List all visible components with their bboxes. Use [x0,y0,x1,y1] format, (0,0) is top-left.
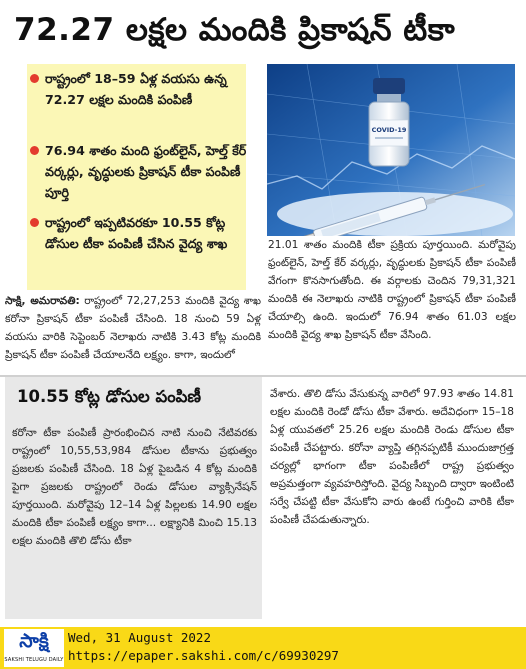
epaper-link[interactable]: https://epaper.sakshi.com/c/69930297 [68,648,339,663]
highlight-item [27,140,255,203]
logo-subtitle: SAKSHI TELUGU DAILY [4,657,64,663]
bullet-dot-icon [30,146,39,155]
highlight-text: రాష్ట్రంలో 18–59 ఏళ్ల వయసు ఉన్న 72.27 లక్షల మందికి పంపిణీ [45,71,227,107]
highlight-item [27,212,255,254]
vial-label: COVID-19 [371,126,407,134]
sidebar-body-continued: వేశారు. తొలి డోసు వేసుకున్న వారిలో 97.93 శాతం 14.81 లక్షల మందికి రెండో డోసు టీకా వేశారు. అదేవిధంగా 15–18 ఏళ్ల యువతలో 25.26 లక్షల మందికి రెండు డోసుల టీకా పంపిణీ చేపట్టారు. కరోనా వ్యాప్తి తగ్గినప్పటికీ ముందుజాగ్రత్త చర్యల్లో భాగంగా టీకా పంపిణీలో రాష్ట్ర ప్రభుత్వం అప్రమత్తంగా వ్యవహరిస్తోంది. వైద్య సిబ్బంది ద్వారా ఇంటింటి సర్వే చేపట్టి టీకా వేసుకోని వారు ఉంటే గుర్తించి వారికి టీకా పంపిణీ చేపడుతున్నారు. [270,388,514,526]
vaccine-vial-syringe-image [267,64,515,236]
article-intro: రాష్ట్రంలో 72,27,253 మందికి వైద్య శాఖ కరోనా ప్రికాషన్ టీకా పంపిణీ చేసింది. 18 నుంచి 59 ఏళ్ల వయసు వారికి సెప్టెంబర్ నెలాఖరు నాటికి 3.43 కోట్ల మందికి ప్రికాషన్ టీకా పంపిణీ చేయాలనేది లక్ష్యం. కాగా, ఇందులో [5,295,261,361]
article-body [5,292,261,364]
logo-text: సాక్షి [19,630,49,652]
sidebar-title: 10.55 కోట్ల డోసుల పంపిణీ [17,387,201,406]
sidebar-box [5,377,262,619]
vaccine-photo [267,64,515,236]
headline-bar [0,0,526,58]
headline: 72.27 లక్షల మందికి ప్రికాషన్ టీకా [14,12,456,48]
edition-date: Wed, 31 August 2022 [68,630,211,645]
footer-bar [0,627,526,669]
article-dateline: సాక్షి, అమరావతి: [5,295,80,307]
sidebar-body: కరోనా టీకా పంపిణీ ప్రారంభించిన నాటి నుంచి నేటివరకు రాష్ట్రంలో 10,55,53,984 డోసుల టీకాను ప్రభుత్వం ప్రజలకు పంపిణీ చేసింది. 18 ఏళ్ల పైబడిన 4 కోట్ల మందికి పైగా ప్రజలకు రాష్ట్రంలో రెండు డోసుల వ్యాక్సినేషన్ పూర్తయింది. మరోవైపు 12–14 ఏళ్ల పిల్లలకు 14.90 లక్షల మందికి టీకా పంపిణీ లక్ష్యం కాగా... లక్ష్యానికి మించి 15.13 లక్షల మందికి తొలి డోసు టీకా [12,427,257,547]
bullet-dot-icon [30,218,39,227]
article-body-continued: 21.01 శాతం మందికి టీకా ప్రక్రియ పూర్తయింది. మరోవైపు ఫ్రంట్‌లైన్, హెల్త్ కేర్ వర్కర్లు, వృద్ధులకు ప్రికాషన్ టీకా పంపిణీ వేగంగా కొనసాగుతోంది. ఈ వర్గాలకు చెందిన 79,31,321 మందికి ఈ నెలాఖరు నాటికి రాష్ట్రంలో ప్రికాషన్ టీకా పంపిణీ చేయాల్సి ఉంది. ఇందులో 76.94 శాతం 61.03 లక్షల మందికి వైద్య శాఖ ప్రికాషన్ టీకా వేసింది. [268,239,516,341]
highlight-text: రాష్ట్రంలో ఇప్పటివరకూ 10.55 కోట్ల డోసుల టీకా పంపిణీ చేసిన వైద్య శాఖ [45,215,228,251]
highlights-box [27,64,246,290]
highlight-text: 76.94 శాతం మంది ఫ్రంట్‌లైన్, హెల్త్ కేర్ వర్కర్లు, వృద్ధులకు ప్రికాషన్ టీకా పంపిణీ పూర్తి [45,143,247,200]
sakshi-logo[interactable] [4,629,64,667]
highlight-item [27,68,255,110]
bullet-dot-icon [30,74,39,83]
